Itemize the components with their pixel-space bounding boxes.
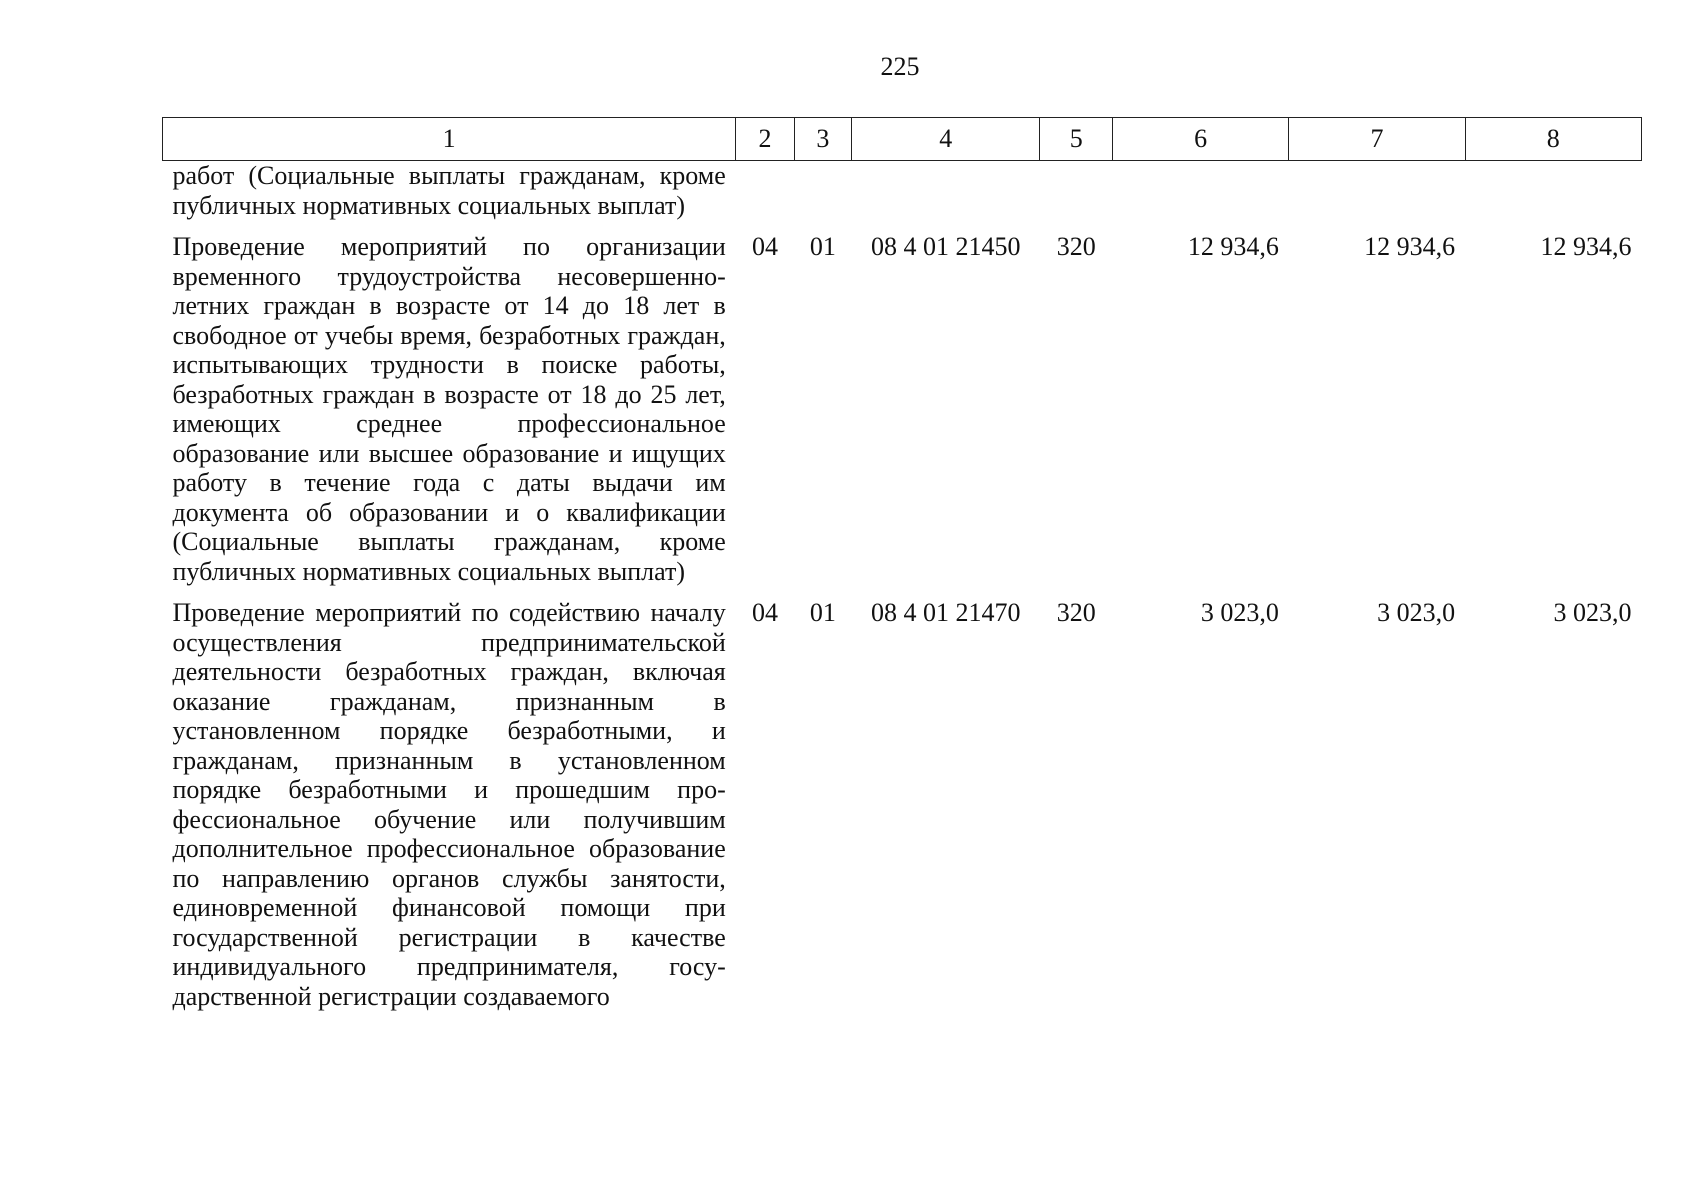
- row-section: 04: [751, 598, 778, 627]
- row-subsection: [794, 161, 851, 233]
- row-amount-8: [1465, 161, 1641, 233]
- row-target-article: [852, 161, 1040, 233]
- row-expense-type: 320: [1056, 232, 1096, 261]
- row-subsection: 01: [809, 598, 836, 627]
- row-section: 04: [751, 232, 778, 261]
- table-header-row: [163, 118, 1642, 161]
- row-amount-6: [1113, 161, 1289, 233]
- row-description: работ (Социальные выплаты гражданам, кроме публичных нормативных социальных выплат): [172, 161, 726, 220]
- budget-table: [162, 117, 1642, 1023]
- row-description: Проведение мероприятий по содействию началу осуществления предпринимательской деятельности безработных граждан, включая оказание гражданам, признанным в установленном порядке безработными, и гражданам, признанным в установленном порядке безработными и прошедшим профессиональное обучение или получившим дополнительное профессиональное образование по направлению органов службы занятости, единовременной финансовой помощи при государственной регистрации в качестве индивидуального предпринимателя, государственной регистрации создаваемого: [172, 598, 726, 1011]
- column-header-8: 8: [1465, 118, 1641, 161]
- row-expense-type: 320: [1056, 598, 1096, 627]
- row-amount-7: [1289, 161, 1465, 233]
- row-amount-7: 12 934,6: [1364, 232, 1456, 261]
- page-number: 225: [880, 52, 920, 81]
- column-header-4: 4: [852, 118, 1040, 161]
- row-expense-type: [1040, 161, 1113, 233]
- row-target-article: 08 4 01 21450: [871, 232, 1021, 261]
- row-section: [736, 161, 794, 233]
- table-row: [163, 161, 1642, 233]
- row-target-article: 08 4 01 21470: [871, 598, 1021, 627]
- row-amount-6: 3 023,0: [1200, 598, 1279, 627]
- column-header-7: 7: [1289, 118, 1465, 161]
- row-subsection: 01: [809, 232, 836, 261]
- column-header-3: 3: [794, 118, 851, 161]
- row-description: Проведение мероприятий по организации временного трудоустройства несовершеннолетних граждан в возрасте от 14 до 18 лет в свободное от учебы время, безработных граждан, испытывающих трудности в поиске работы, безработных граждан в возрасте от 18 до 25 лет, имеющих среднее профессиональное образование или высшее образование и ищущих работу в течение года с даты выдачи им документа об образовании и о квалификации (Социальные выплаты гражданам, кроме публичных нормативных социальных выплат): [172, 232, 726, 586]
- table-row: [163, 598, 1642, 1023]
- row-amount-6: 12 934,6: [1187, 232, 1279, 261]
- column-header-6: 6: [1113, 118, 1289, 161]
- row-amount-8: 12 934,6: [1540, 232, 1632, 261]
- table-row: [163, 232, 1642, 598]
- column-header-1: 1: [163, 118, 736, 161]
- column-header-5: 5: [1040, 118, 1113, 161]
- row-amount-7: 3 023,0: [1377, 598, 1456, 627]
- column-header-2: 2: [736, 118, 794, 161]
- row-amount-8: 3 023,0: [1553, 598, 1632, 627]
